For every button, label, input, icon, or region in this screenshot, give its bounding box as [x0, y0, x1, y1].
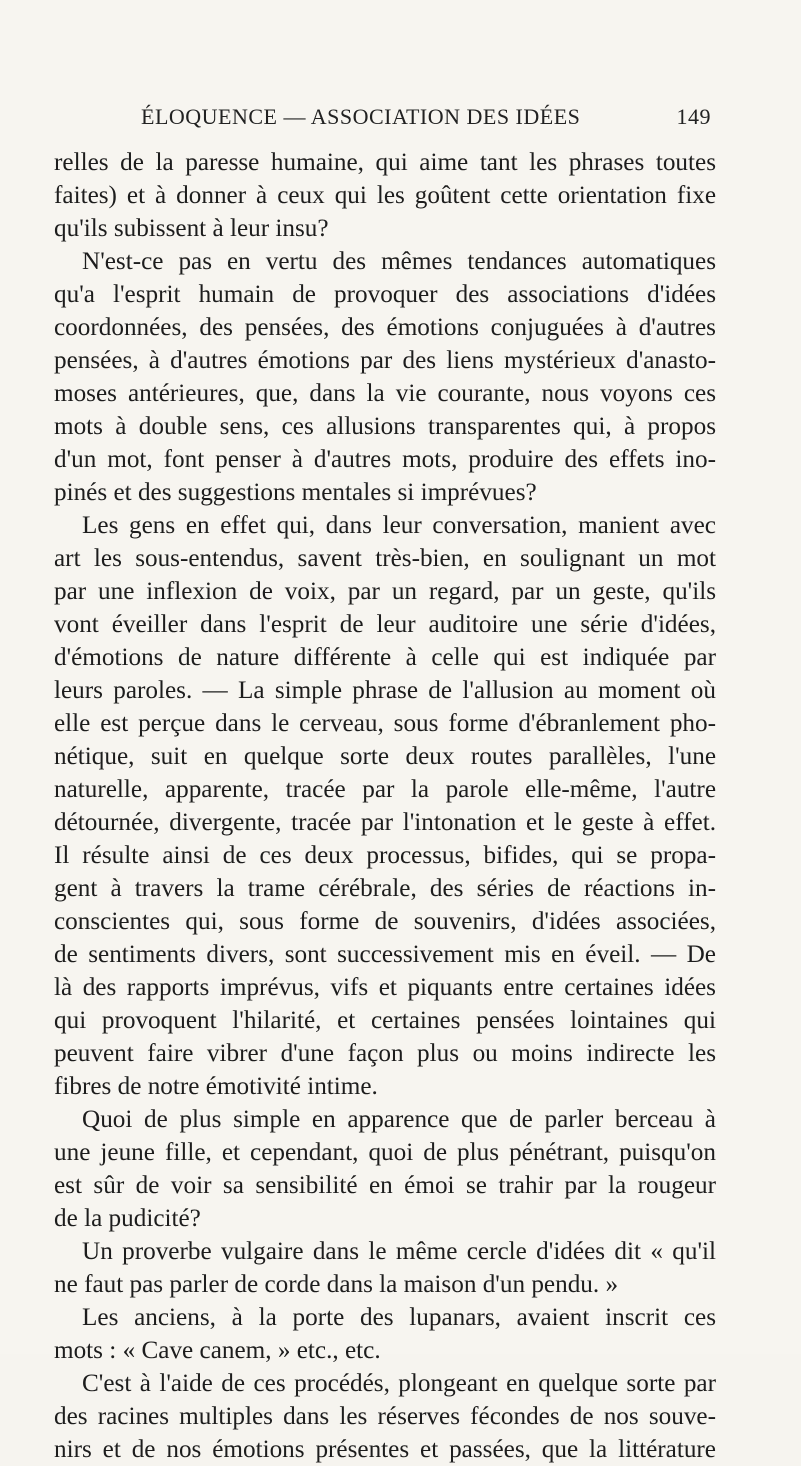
text-line: qu'a l'esprit humain de provoquer des associations d'idées [54, 281, 716, 308]
text-line: qui provoquent l'hilarité, et certaines pensées lointaines qui [54, 1007, 716, 1034]
text-line: nirs et de nos émotions présentes et passées, que la littérature [54, 1436, 716, 1463]
text-line: nétique, suit en quelque sorte deux routes parallèles, l'une [54, 743, 716, 770]
text-line: Il résulte ainsi de ces deux processus, bifides, qui se propa- [54, 842, 716, 869]
text-line: là des rapports imprévus, vifs et piquants entre certaines idées [54, 974, 716, 1001]
text-line: Quoi de plus simple en apparence que de parler berceau à [82, 1106, 716, 1133]
text-line: d'émotions de nature différente à celle qui est indiquée par [54, 644, 716, 671]
text-line: pensées, à d'autres émotions par des liens mystérieux d'anasto- [54, 347, 716, 374]
text-line: vont éveiller dans l'esprit de leur auditoire une série d'idées, [54, 611, 716, 638]
text-line: leurs paroles. — La simple phrase de l'allusion au moment où [54, 677, 716, 704]
text-line: N'est-ce pas en vertu des mêmes tendances automatiques [82, 248, 716, 275]
text-line: par une inflexion de voix, par un regard, par un geste, qu'ils [54, 578, 716, 605]
text-line: art les sous-entendus, savent très-bien, en soulignant un mot [54, 545, 716, 572]
text-line: gent à travers la trame cérébrale, des séries de réactions in- [54, 875, 716, 902]
text-line: ne faut pas parler de corde dans la maison d'un pendu. » [54, 1271, 619, 1298]
text-line: moses antérieures, que, dans la vie courante, nous voyons ces [54, 380, 716, 407]
text-line: mots à double sens, ces allusions transparentes qui, à propos [54, 413, 716, 440]
text-line: C'est à l'aide de ces procédés, plongeant en quelque sorte par [82, 1370, 716, 1397]
page-header [141, 104, 711, 130]
text-line: naturelle, apparente, tracée par la parole elle-même, l'autre [54, 776, 716, 803]
text-line: une jeune fille, et cependant, quoi de plus pénétrant, puisqu'on [54, 1139, 716, 1166]
text-line: Les gens en effet qui, dans leur conversation, manient avec [82, 512, 716, 539]
text-line: d'un mot, font penser à d'autres mots, produire des effets ino- [54, 446, 716, 473]
text-line: mots : « Cave canem, » etc., etc. [54, 1337, 381, 1364]
text-line: qu'ils subissent à leur insu? [54, 215, 329, 242]
text-line: des racines multiples dans les réserves fécondes de nos souve- [54, 1403, 716, 1430]
text-line: de la pudicité? [54, 1205, 201, 1232]
text-line: faites) et à donner à ceux qui les goûtent cette orientation fixe [54, 182, 716, 209]
text-line: de sentiments divers, sont successivement mis en éveil. — De [54, 941, 716, 968]
text-line: coordonnées, des pensées, des émotions conjuguées à d'autres [54, 314, 716, 341]
text-line: détournée, divergente, tracée par l'intonation et le geste à effet. [54, 809, 716, 836]
text-line: relles de la paresse humaine, qui aime tant les phrases toutes [54, 149, 716, 176]
text-line: Un proverbe vulgaire dans le même cercle d'idées dit « qu'il [82, 1238, 716, 1265]
running-title: ÉLOQUENCE — ASSOCIATION DES IDÉES [141, 104, 581, 129]
text-line: fibres de notre émotivité intime. [54, 1073, 378, 1100]
text-line: pinés et des suggestions mentales si imprévues? [54, 479, 537, 506]
page-number: 149 [676, 104, 711, 129]
text-line: Les anciens, à la porte des lupanars, avaient inscrit ces [82, 1304, 716, 1331]
body-text [54, 146, 716, 1466]
text-line: conscientes qui, sous forme de souvenirs, d'idées associées, [54, 908, 716, 935]
text-line: peuvent faire vibrer d'une façon plus ou moins indirecte les [54, 1040, 716, 1067]
text-line: elle est perçue dans le cerveau, sous forme d'ébranlement pho- [54, 710, 716, 737]
text-line: est sûr de voir sa sensibilité en émoi se trahir par la rougeur [54, 1172, 716, 1199]
